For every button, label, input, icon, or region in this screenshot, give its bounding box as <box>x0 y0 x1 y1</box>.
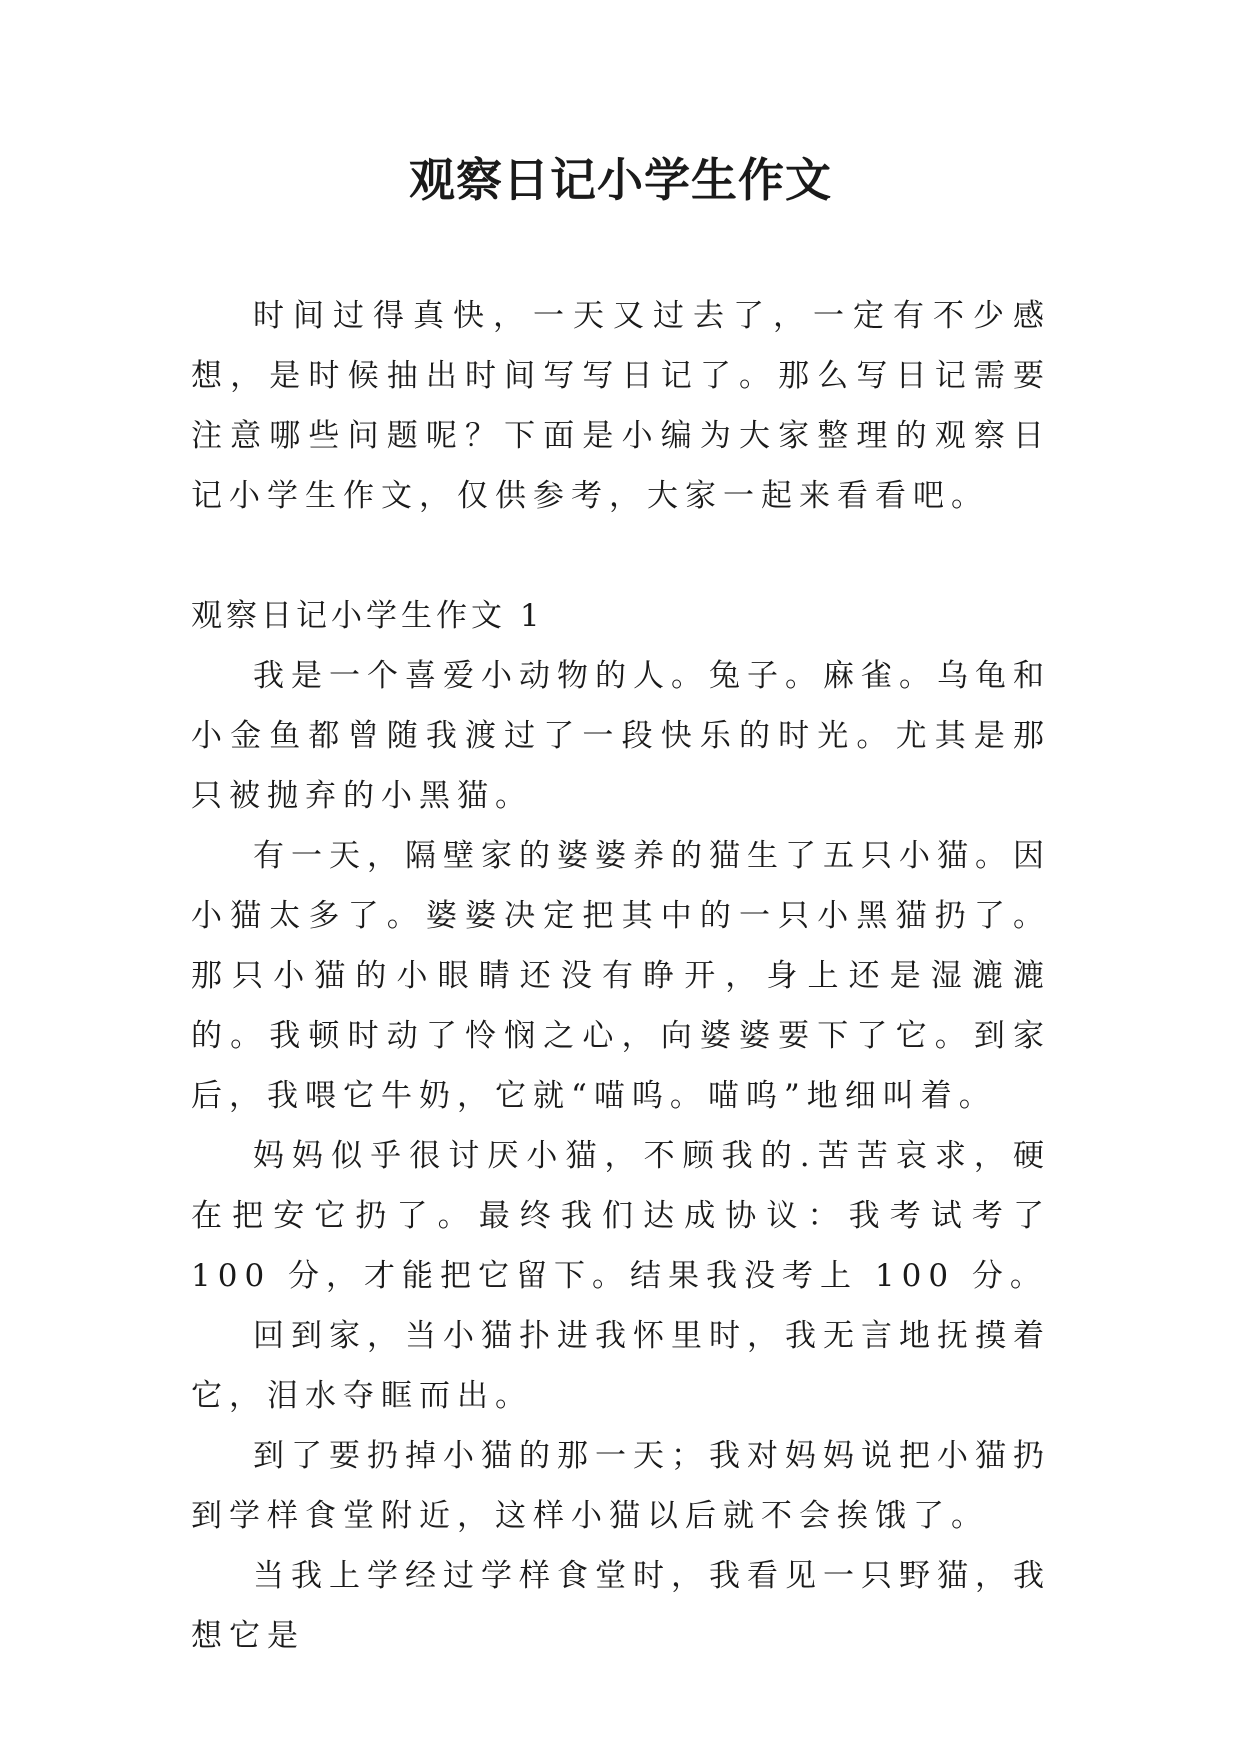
body-paragraph-1: 我是一个喜爱小动物的人。兔子。麻雀。乌龟和小金鱼都曾随我渡过了一段快乐的时光。尤其是那只被抛弃的小黑猫。 <box>191 658 1051 814</box>
document-body <box>191 286 1051 1666</box>
document-title: 观察日记小学生作文 <box>409 153 832 207</box>
body-paragraph-3: 妈妈似乎很讨厌小猫，不顾我的.苦苦哀求，硬在把安它扔了。最终我们达成协议：我考试考了 100 分，才能把它留下。结果我没考上 100 分。 <box>191 1138 1051 1294</box>
body-paragraph-6: 当我上学经过学样食堂时，我看见一只野猫，我想它是 <box>191 1558 1051 1654</box>
section-heading: 观察日记小学生作文 1 <box>191 598 544 634</box>
intro-paragraph: 时间过得真快，一天又过去了，一定有不少感想，是时候抽出时间写写日记了。那么写日记需要注意哪些问题呢？下面是小编为大家整理的观察日记小学生作文，仅供参考，大家一起来看看吧。 <box>191 298 1051 514</box>
body-paragraph-5: 到了要扔掉小猫的那一天；我对妈妈说把小猫扔到学样食堂附近，这样小猫以后就不会挨饿了。 <box>191 1438 1051 1534</box>
body-paragraph-4: 回到家，当小猫扑进我怀里时，我无言地抚摸着它，泪水夺眶而出。 <box>191 1318 1051 1414</box>
body-paragraph-2: 有一天，隔壁家的婆婆养的猫生了五只小猫。因小猫太多了。婆婆决定把其中的一只小黑猫扔了。那只小猫的小眼睛还没有睁开，身上还是湿漉漉的。我顿时动了怜悯之心，向婆婆要下了它。到家后，我喂它牛奶，它就“喵呜。喵呜”地细叫着。 <box>191 838 1051 1114</box>
